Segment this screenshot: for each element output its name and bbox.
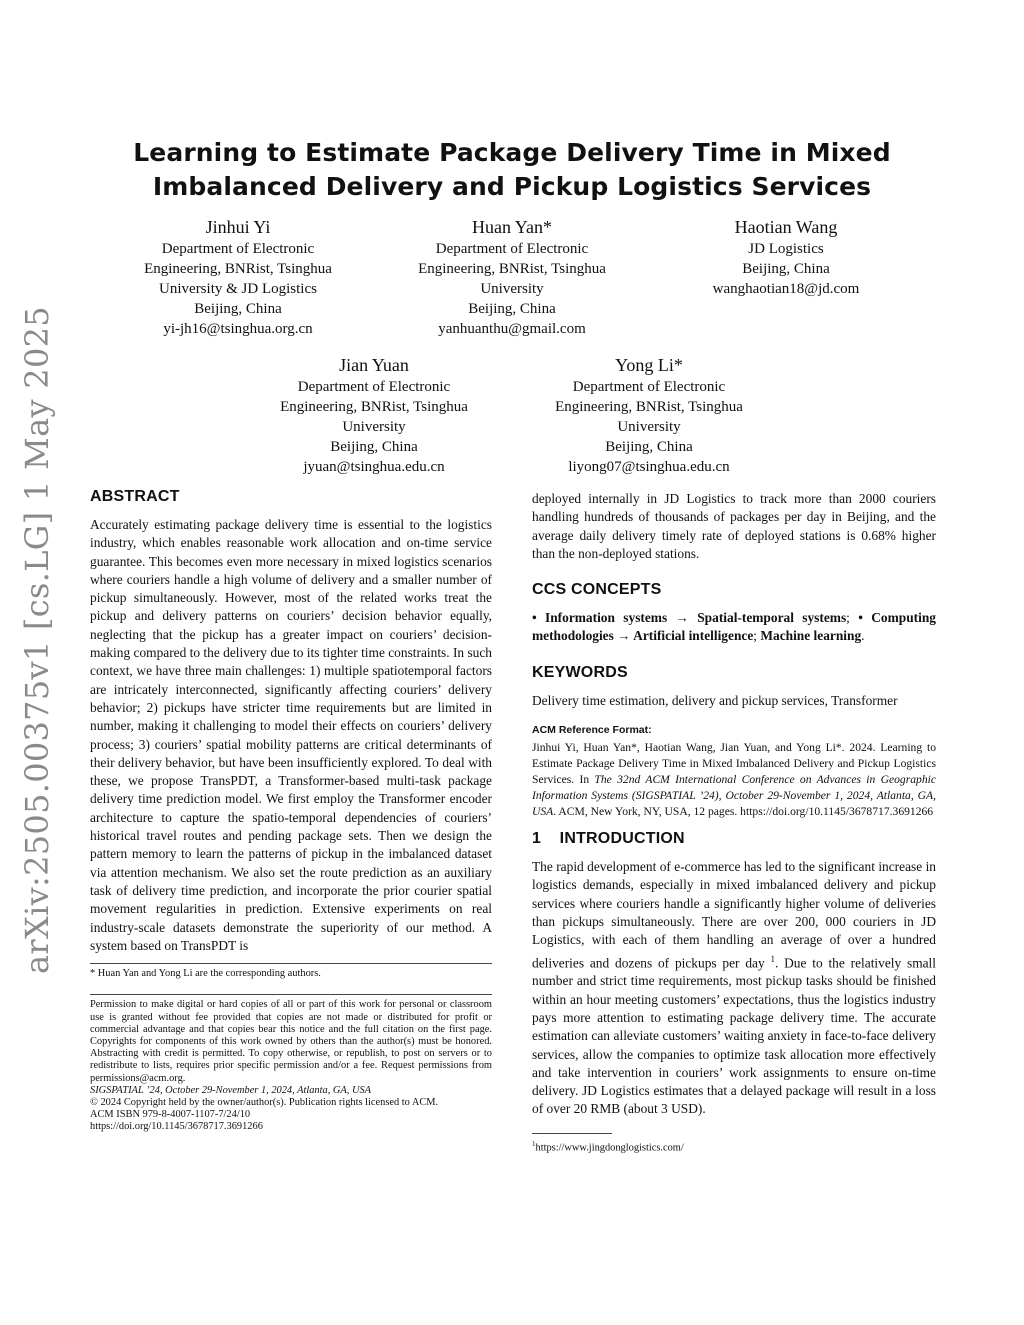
venue-line: SIGSPATIAL ’24, October 29-November 1, 2024, Atlanta, GA, USA [90, 1084, 372, 1096]
author-name: Jinhui Yi [205, 217, 271, 237]
footnote-link[interactable]: https://www.jingdonglogistics.com/ [535, 1142, 684, 1154]
author-name: Haotian Wang [734, 217, 838, 237]
paper-title [90, 136, 934, 204]
isbn-line: ACM ISBN 979-8-4007-1107-7/24/10 [90, 1109, 251, 1121]
author-affiliation: Department of Electronic [435, 241, 589, 257]
left-column [90, 488, 492, 1134]
author-affiliation: University & JD Logistics [159, 281, 317, 297]
author-name: Yong Li* [615, 355, 683, 375]
ccs-concept-2: • Computing methodologies → Artificial intelligence [532, 610, 936, 644]
corresponding-author-note: * Huan Yan and Yong Li are the corresponding authors. [90, 968, 321, 980]
author-email: yi-jh16@tsinghua.org.cn [163, 321, 313, 337]
arxiv-stamp [12, 306, 62, 974]
author-affiliation: University [617, 419, 681, 435]
introduction-heading: 1 INTRODUCTION [532, 830, 685, 848]
author-name: Jian Yuan [339, 355, 409, 375]
footnote-1 [532, 1138, 936, 1155]
footnote-rule [532, 1133, 612, 1134]
doi-line: https://doi.org/10.1145/3678717.3691266 [90, 1121, 263, 1133]
author-block-3 [648, 215, 924, 299]
keywords-text: Delivery time estimation, delivery and pickup services, Transformer [532, 692, 898, 708]
author-affiliation: Department of Electronic [572, 379, 726, 395]
author-affiliation: University [342, 419, 406, 435]
author-email: yanhuanthu@gmail.com [438, 321, 586, 337]
ccs-separator: ; [753, 628, 761, 644]
introduction-text-part-2: . Due to the relatively small number and strict time requirements, most pickup tasks should be finished within an hour meeting customers’ expectations, thus the logistics industry pays more attention to estimating package delivery time. The accurate estimation can alleviate customers’ waiting anxiety in face-to-face delivery services, allow the companies to optimize task allocation more effectively and take intervention in couriers’ work assignments to ensure on-time delivery. JD Logistics estimates that a delayed package will result in a loss of over 20 RMB (about 3 USD). [532, 955, 937, 1117]
right-column [532, 490, 936, 1154]
author-location: Beijing, China [468, 301, 556, 317]
author-block-4 [236, 353, 512, 477]
ccs-heading: CCS CONCEPTS [532, 581, 662, 599]
author-affiliation: Engineering, BNRist, Tsinghua [280, 399, 468, 415]
author-location: Beijing, China [194, 301, 282, 317]
keywords-heading: KEYWORDS [532, 663, 628, 681]
author-block-5 [511, 353, 787, 477]
acm-reference-text [532, 740, 936, 820]
author-location: Beijing, China [605, 439, 693, 455]
author-affiliation: Engineering, BNRist, Tsinghua [144, 261, 332, 277]
ccs-separator: ; [846, 610, 859, 626]
arxiv-stamp-text: arXiv:2505.00375v1 [cs.LG] 1 May 2025 [18, 306, 56, 974]
abstract-heading: ABSTRACT [90, 488, 180, 505]
abstract-continuation: deployed internally in JD Logistics to track more than 2000 couriers handling hundreds of thousands of packages per day in Beijing, and the average daily delivery timely rate of deployed stations is 0.68% higher than the non-deployed stations. [532, 491, 936, 561]
author-block-1 [100, 215, 376, 339]
author-affiliation: Department of Electronic [297, 379, 451, 395]
ccs-end: . [861, 628, 865, 644]
author-location: Beijing, China [330, 439, 418, 455]
author-affiliation: University [480, 281, 544, 297]
ccs-concept-3: Machine learning [760, 628, 862, 644]
footnote-divider [90, 963, 492, 964]
title-line-2: Imbalanced Delivery and Pickup Logistics Services [152, 172, 872, 201]
author-email: jyuan@tsinghua.edu.cn [303, 459, 445, 475]
acm-reference-rest: . ACM, New York, NY, USA, 12 pages. https://doi.org/10.1145/3678717.3691266 [553, 805, 934, 819]
footnote-mark: 1 [532, 1139, 536, 1148]
author-affiliation: Engineering, BNRist, Tsinghua [418, 261, 606, 277]
author-location: Beijing, China [742, 261, 830, 277]
author-affiliation: Department of Electronic [161, 241, 315, 257]
permission-notice: Permission to make digital or hard copies of all or part of this work for personal or classroom use is granted without fee provided that copies are not made or distributed for profit or commercial advantage and that copies bear this notice and the full citation on the first page. Copyrights for components of this work owned by others than the author(s) must be honored. Abstracting with credit is permitted. To copy otherwise, or republish, to post on servers or to redistribute to lists, requires prior specific permission and/or a fee. Request permissions from permissions@acm.org. [90, 999, 492, 1084]
author-affiliation: JD Logistics [748, 241, 824, 257]
author-block-2 [374, 215, 650, 339]
acm-reference-authors: Jinhui Yi, Huan Yan*, Haotian Wang, Jian Yuan, and Yong Li*. 2024. Learning to Estimate Package Delivery Time in Mixed Imbalanced Delivery and Pickup Logistics Services. In [532, 741, 936, 787]
title-line-1: Learning to Estimate Package Delivery Time in Mixed [133, 138, 891, 167]
introduction-text [532, 858, 936, 1119]
author-name: Huan Yan* [471, 217, 552, 237]
author-email: wanghaotian18@jd.com [712, 281, 860, 297]
introduction-text-part-1: The rapid development of e-commerce has led to the significant increase in logistics demands, especially in mixed imbalanced delivery and pickup services where couriers handle a significantly higher volume of deliveries than pickups simultaneously. There are over 200, 000 couriers in JD Logistics, with each of them handling an average of over a hundred deliveries and dozens of pickups per day [532, 859, 936, 971]
author-affiliation: Engineering, BNRist, Tsinghua [555, 399, 743, 415]
acm-reference-venue: The 32nd ACM International Conference on Advances in Geographic Information Systems (SIGSPATIAL ’24), October 29-November 1, 2024, Atlanta, GA, USA [532, 773, 936, 819]
ccs-concepts [532, 609, 936, 646]
acm-reference-label: ACM Reference Format: [532, 724, 652, 737]
footnote-marker: 1 [770, 953, 775, 964]
permission-divider [90, 994, 492, 995]
copyright-line: © 2024 Copyright held by the owner/author(s). Publication rights licensed to ACM. [90, 1096, 439, 1108]
author-email: liyong07@tsinghua.edu.cn [568, 459, 730, 475]
ccs-concept-1: • Information systems → Spatial-temporal systems [532, 610, 847, 626]
abstract-text: Accurately estimating package delivery time is essential to the logistics industry, which enables reasonable work allocation and on-time service guarantee. This becomes even more necessary in mixed logistics scenarios where couriers handle a high volume of delivery and a smaller number of pickup simultaneously. However, most of the related works treat the pickup and delivery patterns on couriers’ decision behavior equally, neglecting that the pickup has a greater impact on couriers’ decision-making compared to the delivery due to its tighter time constraints. In such context, we have three main challenges: 1) multiple spatiotemporal factors are intricately interconnected, significantly affecting couriers’ delivery behavior; 2) pickups have stricter time requirements but are limited in number, making it challenging to model their effects on couriers’ delivery process; 3) couriers’ spatial mobility patterns are critical determinants of their delivery behavior, but have been insufficiently explored. To deal with these, we propose TransPDT, a Transformer-based multi-task package delivery time prediction model. We first employ the Transformer encoder architecture to capture the spatio-temporal dependencies of couriers’ historical travel routes and pending package sets. Then we design the pattern memory to learn the patterns of pickup in the imbalanced dataset via attention mechanism. We also set the route prediction as an auxiliary task of delivery time prediction, and incorporate the prior courier spatial movement regularities in prediction. Extensive experiments on real industry-scale datasets demonstrate the superiority of our method. A system based on TransPDT is [90, 517, 492, 953]
